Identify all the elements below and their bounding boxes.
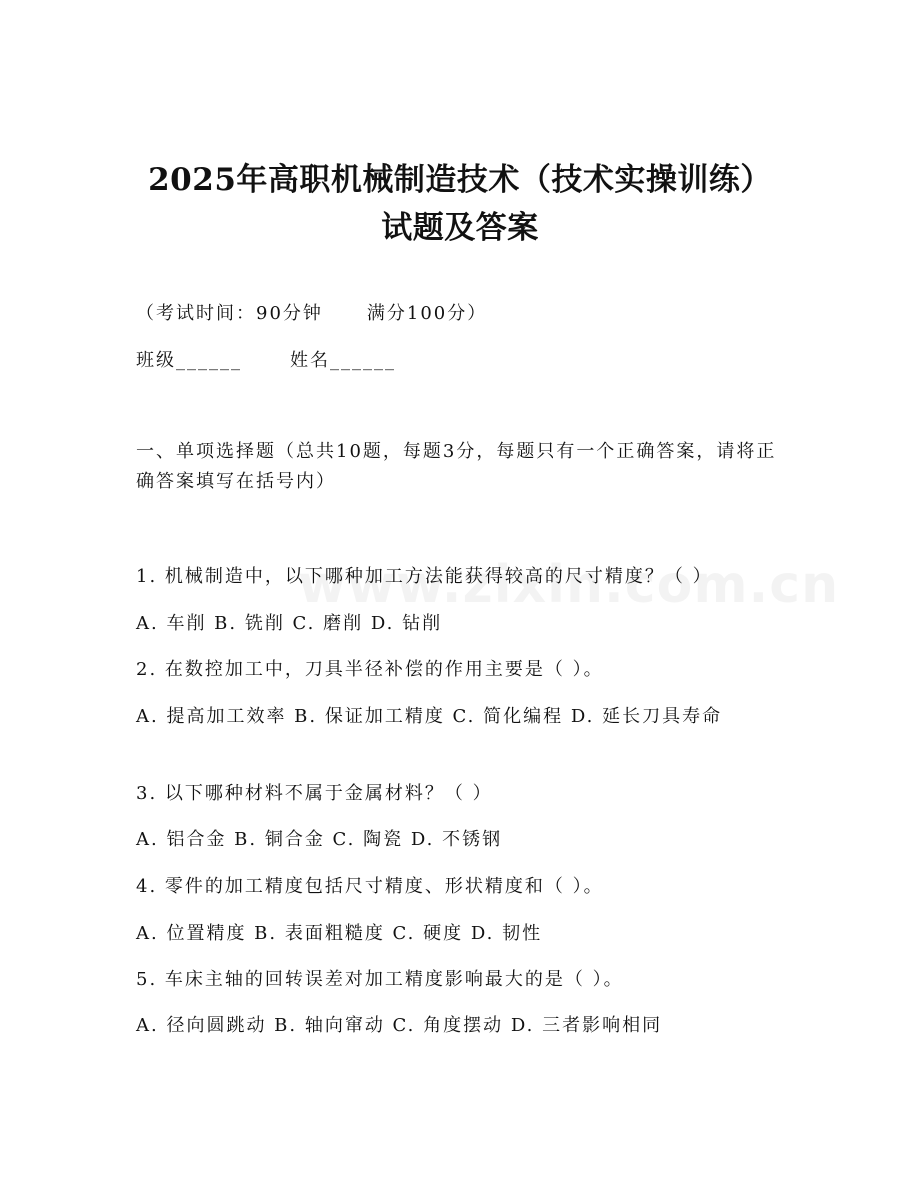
question-2: 2. 在数控加工中，刀具半径补偿的作用主要是（ ）。 [136, 659, 604, 680]
question-5-options: A. 径向圆跳动 B. 轴向窜动 C. 角度摆动 D. 三者影响相同 [136, 1015, 663, 1036]
class-label: 班级______ [136, 350, 242, 371]
question-3-options: A. 铝合金 B. 铜合金 C. 陶瓷 D. 不锈钢 [136, 829, 503, 850]
question-2-options: A. 提高加工效率 B. 保证加工精度 C. 简化编程 D. 延长刀具寿命 [136, 706, 723, 727]
exam-score: 满分100分） [366, 303, 488, 324]
question-4-options: A. 位置精度 B. 表面粗糙度 C. 硬度 D. 韧性 [136, 923, 543, 944]
document-title-line1: 2025年高职机械制造技术（技术实操训练） [148, 162, 772, 198]
document-title-line2: 试题及答案 [381, 210, 539, 246]
question-3: 3. 以下哪种材料不属于金属材料？（ ） [136, 783, 493, 804]
name-label: 姓名______ [290, 350, 396, 371]
question-4: 4. 零件的加工精度包括尺寸精度、形状精度和（ ）。 [136, 876, 604, 897]
section-heading: 一、单项选择题（总共10题，每题3分，每题只有一个正确答案，请将正确答案填写在括号内） [136, 441, 777, 492]
question-1-options: A. 车削 B. 铣削 C. 磨削 D. 钻削 [136, 613, 443, 634]
exam-time: （考试时间：90分钟 [136, 303, 323, 324]
exam-info-line [136, 300, 784, 328]
question-5: 5. 车床主轴的回转误差对加工精度影响最大的是（ ）。 [136, 969, 624, 990]
student-info-line [136, 347, 784, 375]
question-1: 1. 机械制造中，以下哪种加工方法能获得较高的尺寸精度？（ ） [136, 566, 713, 587]
